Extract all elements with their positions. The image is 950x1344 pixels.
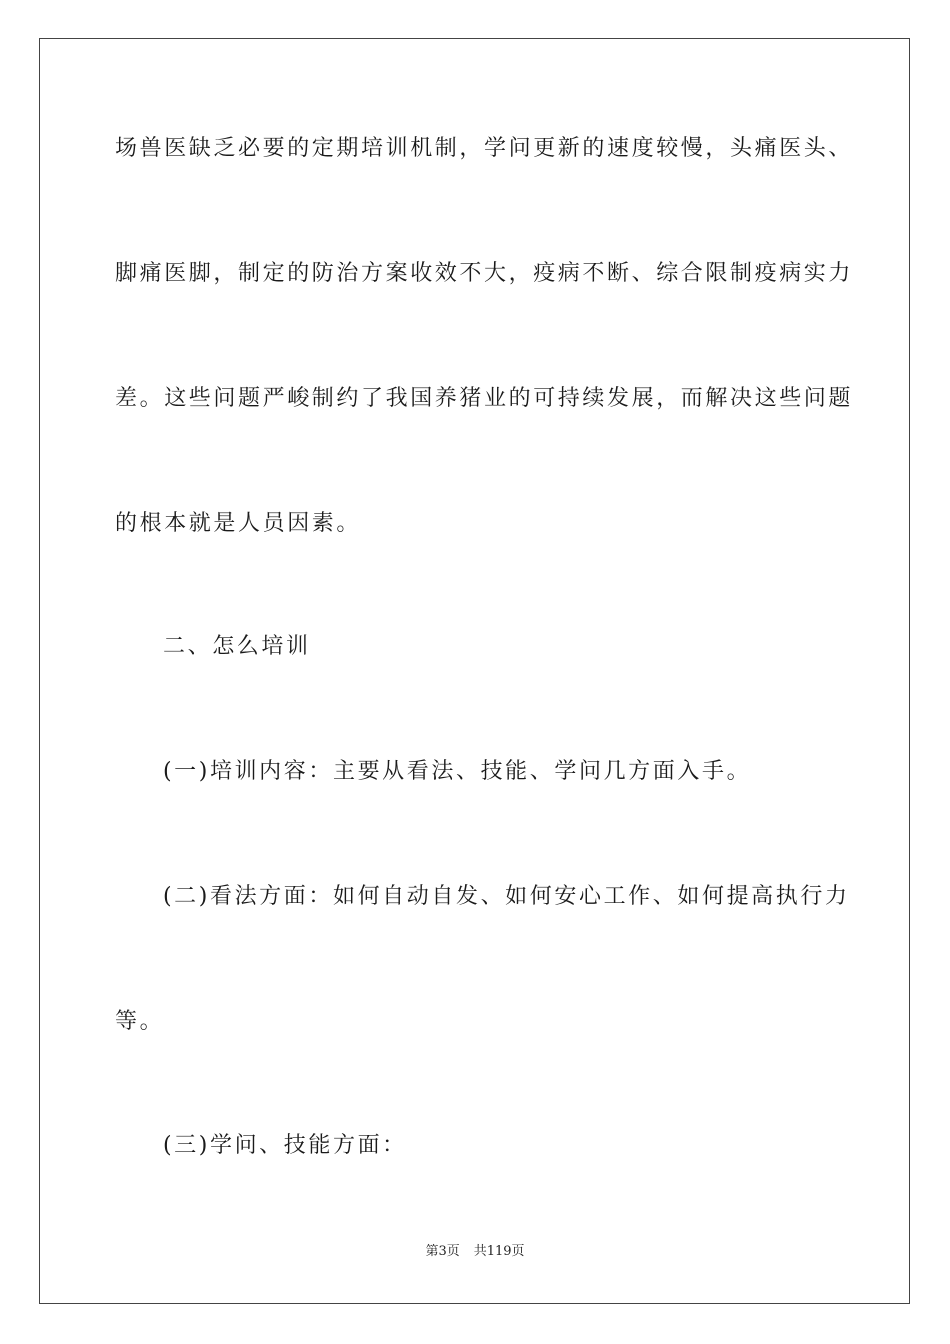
page-total: 共119页 bbox=[473, 1244, 525, 1259]
paragraph-attitude-line-1: (二)看法方面：如何自动自发、如何安心工作、如何提高执行力 bbox=[163, 884, 850, 909]
paragraph-line-3: 差。这些问题严峻制约了我国养猪业的可持续发展，而解决这些问题 bbox=[115, 386, 854, 411]
section-heading: 二、怎么培训 bbox=[163, 634, 311, 659]
page-footer bbox=[0, 1243, 950, 1261]
paragraph-line-1: 场兽医缺乏必要的定期培训机制，学问更新的速度较慢，头痛医头、 bbox=[115, 136, 854, 161]
paragraph-training-content: (一)培训内容：主要从看法、技能、学问几方面入手。 bbox=[163, 759, 752, 784]
paragraph-knowledge-skills: (三)学问、技能方面： bbox=[163, 1133, 407, 1158]
paragraph-attitude-line-2: 等。 bbox=[115, 1009, 165, 1034]
paragraph-line-4: 的根本就是人员因素。 bbox=[115, 511, 362, 536]
page-number: 第3页 bbox=[425, 1244, 460, 1259]
page-border bbox=[39, 38, 910, 1304]
paragraph-line-2: 脚痛医脚，制定的防治方案收效不大，疫病不断、综合限制疫病实力 bbox=[115, 261, 854, 286]
